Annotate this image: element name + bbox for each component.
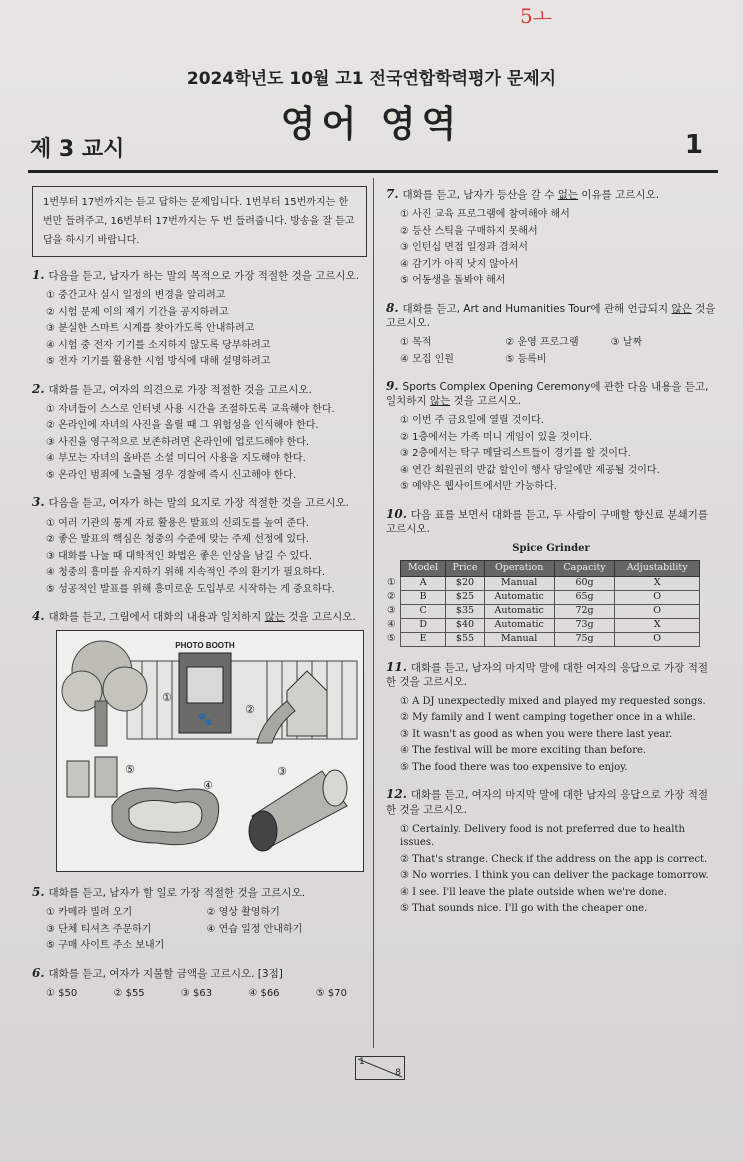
table-cell: O <box>615 590 700 604</box>
table-header-row <box>401 560 700 576</box>
option-1[interactable]: ① 이번 주 금요일에 열릴 것이다. <box>400 415 544 427</box>
question-12 <box>386 786 716 915</box>
table-cell: $35 <box>446 604 484 618</box>
option-2[interactable]: ② $55 <box>113 988 145 1000</box>
trash-cans <box>67 757 117 797</box>
total-pages: 8 <box>395 1068 401 1078</box>
question-text: 대화를 듣고, 남자의 마지막 말에 대한 여자의 응답으로 가장 적절한 것을 고르시오. <box>386 661 708 688</box>
table-cell: Automatic <box>484 590 554 604</box>
table-cell: 72g <box>554 604 615 618</box>
option-3[interactable]: ③ It wasn't as good as when you were there last year. <box>400 728 673 740</box>
option-4[interactable]: ④ 시험 중 전자 기기를 소지하지 않도록 당부하려고 <box>46 339 271 351</box>
option-2[interactable]: ② 온라인에 자녀의 사진을 올릴 때 그 위험성을 인식해야 한다. <box>46 420 319 432</box>
table-cell: X <box>615 576 700 590</box>
table-cell: D <box>419 618 427 630</box>
question-number: 8. <box>386 300 399 315</box>
playground-illustration <box>56 630 364 872</box>
header-divider <box>28 170 718 173</box>
question-11 <box>386 659 716 775</box>
question-text-end: 이유를 고르시오. <box>578 189 660 201</box>
question-text: 대화를 듣고, 여자의 마지막 말에 대한 남자의 응답으로 가장 적절한 것을 고르시오. <box>386 789 708 816</box>
option-1[interactable]: ① Certainly. Delivery food is not preferred due to health issues. <box>400 823 685 849</box>
table-cell: $20 <box>446 576 484 590</box>
column-header: Model <box>401 560 446 576</box>
exam-title: 2024학년도 10월 고1 전국연합학력평가 문제지 <box>186 69 557 89</box>
question-number: 12. <box>386 787 407 802</box>
question-text: 대화를 듣고, 여자가 지불할 금액을 고르시오. [3점] <box>48 967 283 980</box>
option-4[interactable]: ④ I see. I'll leave the plate outside when we're done. <box>400 886 667 898</box>
option-1[interactable]: ① 목적 <box>400 337 432 349</box>
option-5[interactable]: ⑤ 성공적인 발표를 위해 흥미로운 도입부로 시작하는 게 중요하다. <box>46 583 335 595</box>
option-4[interactable]: ④ 모집 인원 <box>400 353 454 365</box>
table-row[interactable] <box>401 590 700 604</box>
option-3[interactable]: ③ <box>387 604 396 616</box>
option-2[interactable]: ② 등산 스틱을 구매하지 못해서 <box>400 225 538 237</box>
option-3[interactable]: ③ 분실한 스마트 시계를 찾아가도록 안내하려고 <box>46 323 255 335</box>
option-3[interactable]: ③ 단체 티셔츠 주문하기 <box>46 923 152 935</box>
marker-2: ② <box>245 703 255 717</box>
question-text: Sports Complex Opening Ceremony에 관한 다음 내용을 듣고, 일치하지 <box>386 381 709 408</box>
option-3[interactable]: ③ 날짜 <box>610 337 643 349</box>
question-emphasis: 않는 <box>429 395 451 408</box>
table-cell: $25 <box>446 590 484 604</box>
paw-print-icon: 🐾 <box>197 712 213 727</box>
question-text: 대화를 듣고, 남자가 등산을 갈 수 <box>402 189 558 201</box>
question-emphasis: 없는 <box>557 189 579 201</box>
question-number: 9. <box>386 379 399 394</box>
option-2[interactable]: ② 운영 프로그램 <box>505 337 579 349</box>
question-number: 1. <box>32 268 45 282</box>
left-column <box>32 186 367 1013</box>
option-3[interactable]: ③ $63 <box>180 988 213 1000</box>
table-row[interactable] <box>401 576 700 590</box>
table-cell: O <box>615 604 700 618</box>
option-3[interactable]: ③ 대화를 나눌 때 대학적인 화법은 좋은 인상을 남길 수 있다. <box>46 550 313 562</box>
question-number: 7. <box>386 187 399 201</box>
current-page: 1 <box>359 1057 365 1067</box>
option-4[interactable]: ④ <box>387 618 396 630</box>
question-text: 다음 표를 보면서 대화를 듣고, 두 사람이 구매할 향신료 분쇄기를 고르시오. <box>386 508 708 536</box>
question-text: 대화를 듣고, Art and Humanities Tour에 관해 언급되지 <box>402 302 672 315</box>
subject-title: 영어 영역 <box>280 104 463 145</box>
question-text: 다음을 듣고, 여자가 하는 말의 요지로 가장 적절한 것을 고르시오. <box>48 497 349 510</box>
option-4[interactable]: ④ 연습 일정 안내하기 <box>206 923 303 935</box>
photo-booth-sign: PHOTO BOOTH <box>175 641 235 651</box>
option-1[interactable]: ① 여러 기관의 통계 자료 활용은 발표의 신뢰도를 높여 준다. <box>46 517 309 529</box>
option-5[interactable]: ⑤ That sounds nice. I'll go with the cheaper one. <box>400 903 648 915</box>
option-5[interactable]: ⑤ 등록비 <box>505 353 547 365</box>
question-3 <box>32 494 367 596</box>
table-cell: B <box>419 590 427 602</box>
table-cell: A <box>419 576 427 588</box>
page-indicator <box>355 1056 405 1080</box>
option-5[interactable]: ⑤ 예약은 웹사이트에서만 가능하다. <box>400 481 557 493</box>
question-2 <box>32 381 367 483</box>
playground-drawing <box>57 631 363 871</box>
option-3[interactable]: ③ No worries. I think you can deliver the package tomorrow. <box>400 870 709 882</box>
question-number: 10. <box>386 506 407 521</box>
period-label: 제 3 교시 <box>30 137 125 162</box>
option-1[interactable]: ① 사진 교육 프로그램에 참여해야 해서 <box>400 209 570 221</box>
table-cell: E <box>419 632 427 644</box>
question-number: 11. <box>386 659 407 674</box>
question-6 <box>32 965 367 1001</box>
handwritten-scribble: 5ㅗ <box>520 4 553 28</box>
option-1[interactable]: ① 중간고사 실시 일정의 변경을 알리려고 <box>46 290 226 302</box>
question-10 <box>386 506 716 647</box>
photo-booth <box>175 641 235 733</box>
option-2[interactable]: ② <box>387 590 396 602</box>
table-cell: C <box>419 604 427 616</box>
question-text: 다음을 듣고, 남자가 하는 말의 목적으로 가장 적절한 것을 고르시오. <box>48 270 360 282</box>
column-header: Capacity <box>554 560 615 576</box>
option-4[interactable]: ④ $66 <box>248 988 280 1000</box>
column-header: Price <box>446 560 484 576</box>
table-row[interactable] <box>401 632 700 646</box>
table-row[interactable] <box>401 604 700 618</box>
table-title: Spice Grinder <box>512 543 590 555</box>
option-5[interactable]: ⑤ 온라인 범죄에 노출될 경우 경찰에 즉시 신고해야 한다. <box>46 469 297 481</box>
question-number: 5. <box>32 885 45 900</box>
sandbox <box>112 788 219 845</box>
question-number: 2. <box>32 381 45 396</box>
marker-3: ③ <box>277 765 287 779</box>
option-4[interactable]: ④ The festival will be more exciting than before. <box>400 745 647 757</box>
option-5[interactable]: ⑤ 구매 사이트 주소 보내기 <box>46 940 165 952</box>
option-3[interactable]: ③ 인턴십 면접 일정과 겹쳐서 <box>400 242 528 254</box>
option-5[interactable]: ⑤ 어동생을 돌봐야 해서 <box>400 275 506 287</box>
spice-grinder-table <box>387 560 700 647</box>
option-1[interactable]: ① <box>387 576 396 588</box>
column-header: Adjustability <box>615 560 700 576</box>
option-5[interactable]: ⑤ $70 <box>315 988 347 1000</box>
table-cell: 73g <box>554 618 615 632</box>
option-5[interactable]: ⑤ <box>387 632 396 644</box>
play-tunnel <box>249 770 347 851</box>
table-cell: $40 <box>446 618 484 632</box>
table-cell: 60g <box>554 576 615 590</box>
table-cell: Manual <box>484 576 554 590</box>
table-cell: Manual <box>484 632 554 646</box>
table-cell: X <box>615 618 700 632</box>
marker-4: ④ <box>203 779 213 793</box>
option-4[interactable]: ④ 청중의 흥미를 유지하기 위해 지속적인 주의 환기가 필요하다. <box>46 567 326 579</box>
question-5 <box>32 884 367 953</box>
option-1[interactable]: ① 카메라 빌려 오기 <box>46 907 133 919</box>
question-1 <box>32 267 367 369</box>
column-divider <box>373 178 374 1048</box>
option-5[interactable]: ⑤ The food there was too expensive to enjoy. <box>400 761 628 773</box>
option-2[interactable]: ② 좋은 발표의 핵심은 청중의 수준에 맞는 주제 선정에 있다. <box>46 534 309 546</box>
question-text-end: 것을 고르시오. <box>450 395 522 408</box>
option-2[interactable]: ② 1층에서는 가족 미니 게임이 있을 것이다. <box>400 431 593 443</box>
question-number: 4. <box>32 609 45 624</box>
question-text-end: 것을 고르시오. <box>284 611 356 624</box>
question-text: 대화를 듣고, 여자의 의견으로 가장 적절한 것을 고르시오. <box>48 383 312 396</box>
right-column <box>386 186 716 928</box>
option-2[interactable]: ② That's strange. Check if the address on the app is correct. <box>400 853 708 865</box>
question-9 <box>386 378 716 494</box>
option-4[interactable]: ④ 부모는 자녀의 올바른 소셜 미디어 사용을 지도해야 한다. <box>46 453 306 465</box>
question-text: 대화를 듣고, 그림에서 대화의 내용과 일치하지 <box>48 611 265 624</box>
question-8 <box>386 300 716 366</box>
page-number: 1 <box>684 130 703 160</box>
question-4 <box>32 608 367 872</box>
option-1[interactable]: ① $50 <box>46 988 78 1000</box>
option-4[interactable]: ④ 감기가 아직 낫지 않아서 <box>400 258 519 270</box>
table-cell: O <box>615 632 700 646</box>
question-7 <box>386 186 716 288</box>
table-cell: Automatic <box>484 618 554 632</box>
question-emphasis: 않은 <box>671 302 692 315</box>
option-1[interactable]: ① 자녀들이 스스로 인터넷 사용 시간을 조절하도록 교육해야 한다. <box>46 403 335 415</box>
option-3[interactable]: ③ 2층에서는 탁구 메달리스트들이 경기를 할 것이다. <box>400 448 631 460</box>
option-4[interactable]: ④ 연간 회원권의 반값 할인이 행사 당일에만 제공될 것이다. <box>400 464 660 476</box>
question-text-end: 것을 고르시오. <box>386 302 716 329</box>
table-cell: Automatic <box>484 604 554 618</box>
option-3[interactable]: ③ 사진을 영구적으로 보존하려면 온라인에 업로드해야 한다. <box>46 436 310 448</box>
table-cell: 65g <box>554 590 615 604</box>
marker-1: ① <box>162 691 172 705</box>
table-row[interactable] <box>401 618 700 632</box>
table-cell: $55 <box>446 632 484 646</box>
listening-notice: 1번부터 17번까지는 듣고 답하는 문제입니다. 1번부터 15번까지는 한 번만 들려주고, 16번부터 17번까지는 두 번 들려줍니다. 방송을 잘 듣고 답을 하시기 바랍니다. <box>32 186 367 257</box>
question-text: 대화를 듣고, 남자가 할 일로 가장 적절한 것을 고르시오. <box>48 887 306 900</box>
question-emphasis: 않는 <box>264 611 285 624</box>
option-2[interactable]: ② My family and I went camping together once in a while. <box>400 712 696 724</box>
question-number: 6. <box>32 965 45 980</box>
option-2[interactable]: ② 영상 촬영하기 <box>206 907 280 919</box>
table-cell: 75g <box>554 632 615 646</box>
option-1[interactable]: ① A DJ unexpectedly mixed and played my requested songs. <box>400 695 706 707</box>
column-header: Operation <box>484 560 554 576</box>
option-5[interactable]: ⑤ 전자 기기를 활용한 시험 방식에 대해 설명하려고 <box>46 356 271 368</box>
marker-5: ⑤ <box>125 763 135 777</box>
question-number: 3. <box>32 495 45 510</box>
option-2[interactable]: ② 시험 문제 이의 제기 기간을 공지하려고 <box>46 306 229 318</box>
